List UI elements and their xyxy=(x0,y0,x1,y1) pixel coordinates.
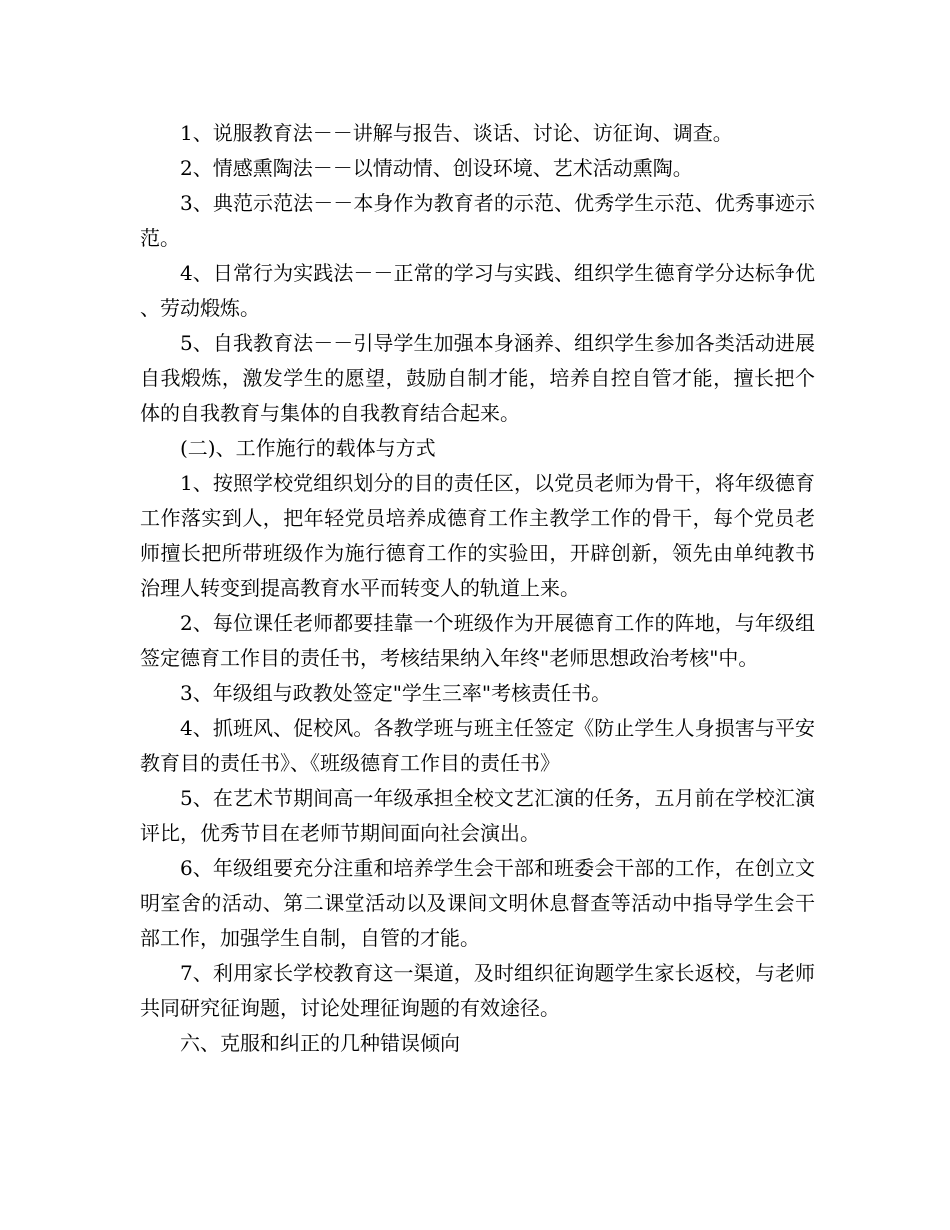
paragraph-three-rates: 3、年级组与政教处签定"学生三率"考核责任书。 xyxy=(180,681,612,705)
section-heading-errors: 六、克服和纠正的几种错误倾向 xyxy=(180,1031,460,1055)
paragraph-practice-method: 4、日常行为实践法－－正常的学习与实践、组织学生德育学分达标争优、劳动煅炼。 xyxy=(140,261,815,320)
paragraph-teacher-class-link: 2、每位课任老师都要挂靠一个班级作为开展德育工作的阵地，与年级组签定德育工作目的责任书，考核结果纳入年终"老师思想政治考核"中。 xyxy=(140,611,815,670)
paragraph-art-festival: 5、在艺术节期间高一年级承担全校文艺汇演的任务，五月前在学校汇演评比，优秀节目在老师节期间面向社会演出。 xyxy=(140,786,815,845)
paragraph-persuasion-method: 1、说服教育法－－讲解与报告、谈话、讨论、访征询、调查。 xyxy=(180,121,733,145)
document-page xyxy=(140,116,815,1061)
paragraph-emotion-method: 2、情感熏陶法－－以情动情、创设环境、艺术活动熏陶。 xyxy=(180,156,693,180)
paragraph-parent-school: 7、利用家长学校教育这一渠道，及时组织征询题学生家长返校，与老师共同研究征询题，讨论处理征询题的有效途径。 xyxy=(140,961,815,1020)
paragraph-class-style: 4、抓班风、促校风。各教学班与班主任签定《防止学生人身损害与平安教育目的责任书》、《班级德育工作目的责任书》 xyxy=(140,716,815,775)
paragraph-party-responsibility: 1、按照学校党组织划分的目的责任区，以党员老师为骨干，将年级德育工作落实到人，把年轻党员培养成德育工作主教学工作的骨干，每个党员老师擅长把所带班级作为施行德育工作的实验田，开辟创新，领先由单纯教书治理人转变到提高教育水平而转变人的轨道上来。 xyxy=(140,471,815,600)
paragraph-example-method: 3、典范示范法－－本身作为教育者的示范、优秀学生示范、优秀事迹示范。 xyxy=(140,191,815,250)
section-heading-carriers: (二)、工作施行的载体与方式 xyxy=(180,436,436,460)
paragraph-student-cadres: 6、年级组要充分注重和培养学生会干部和班委会干部的工作，在创立文明室舍的活动、第二课堂活动以及课间文明休息督查等活动中指导学生会干部工作，加强学生自制，自管的才能。 xyxy=(140,856,815,950)
paragraph-self-education-method: 5、自我教育法－－引导学生加强本身涵养、组织学生参加各类活动进展自我煅炼，激发学生的愿望，鼓励自制才能，培养自控自管才能，擅长把个体的自我教育与集体的自我教育结合起来。 xyxy=(140,331,815,425)
